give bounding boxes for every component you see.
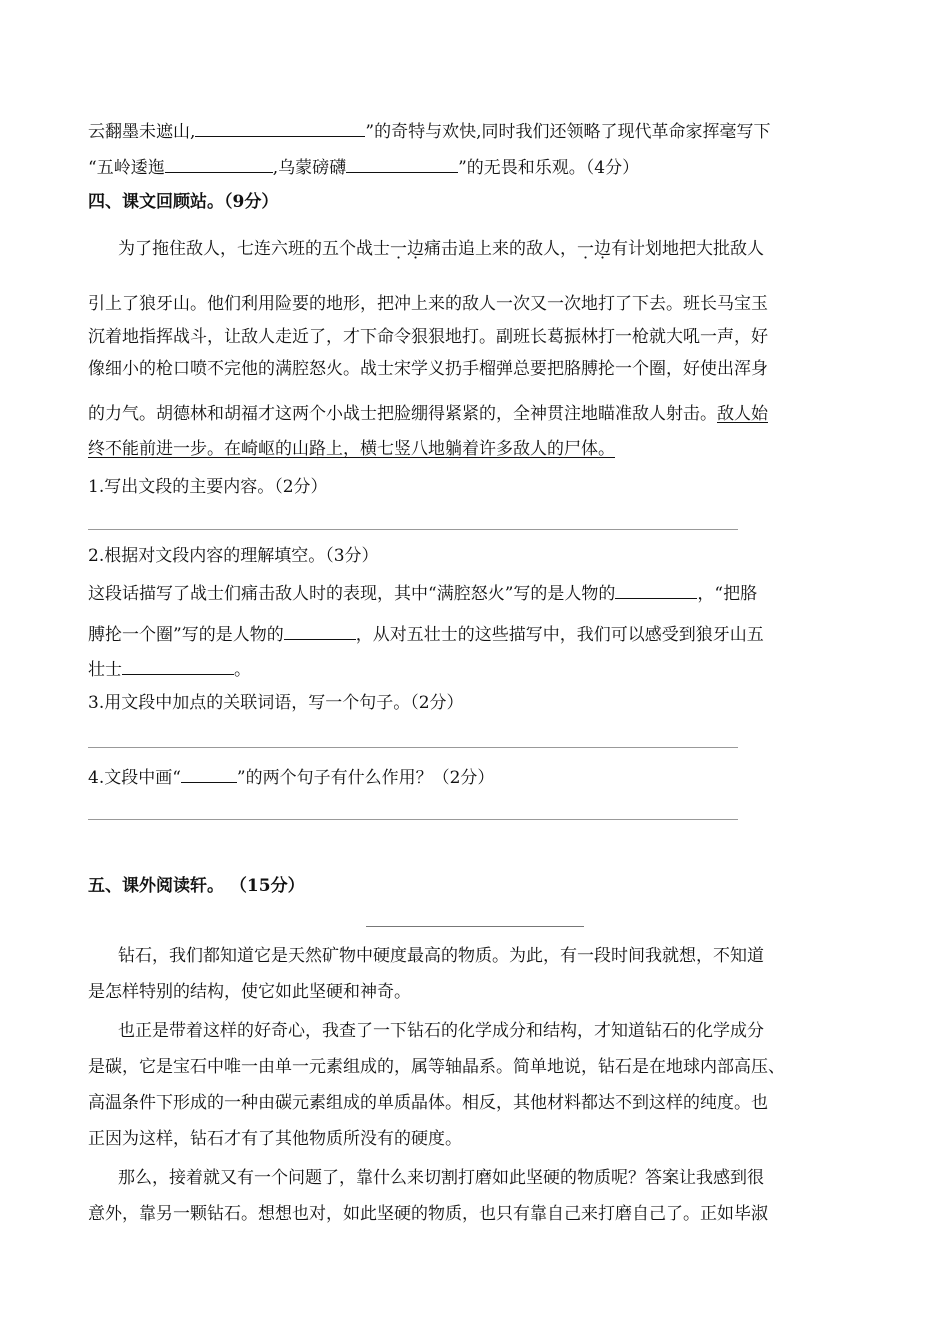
title-blank-line[interactable] (366, 926, 584, 927)
q2-fill-line-3 (88, 656, 251, 682)
answer-blank[interactable] (195, 118, 365, 137)
section-4-heading: 四、课文回顾站。（9分） (88, 192, 279, 212)
question-2: 2.根据对文段内容的理解填空。（3分） (88, 546, 379, 566)
answer-line[interactable] (88, 747, 738, 748)
dotted-char: 一 (390, 239, 407, 259)
q4-text: ”的两个句子有什么作用？（2分） (236, 768, 495, 788)
reading-line: 意外，靠另一颗钻石。想想也对，如此坚硬的物质，也只有靠自己来打磨自己了。正如毕淑 (88, 1204, 768, 1224)
reading-line: 是怎样特别的结构，使它如此坚硬和神奇。 (88, 982, 411, 1002)
question-1: 1.写出文段的主要内容。（2分） (88, 477, 328, 497)
q2-text: 。 (234, 660, 251, 680)
answer-blank[interactable] (122, 656, 234, 675)
q2-text: ，从对五壮士的这些描写中，我们可以感受到狼牙山五 (355, 625, 764, 645)
q4-text: 4.文段中画“ (88, 768, 181, 788)
passage-text: 痛击追上来的敌人， (424, 239, 577, 259)
answer-blank[interactable] (346, 154, 458, 173)
reading-line: 那么，接着就又有一个问题了，靠什么来切割打磨如此坚硬的物质呢？答案让我感到很 (118, 1168, 764, 1188)
question-4 (88, 764, 494, 790)
passage-line: 沉着地指挥战斗，让敌人走近了，才下命令狠狠地打。副班长葛振林打一枪就大吼一声，好 (88, 327, 768, 347)
passage-text: 有计划地把大批敌人 (611, 239, 764, 259)
q2-fill-line-1 (88, 580, 757, 606)
passage-line: 像细小的枪口喷不完他的满腔怒火。战士宋学义扔手榴弹总要把胳膊抡一个圈，好使出浑身 (88, 359, 768, 379)
poem-text: ,乌蒙磅礴 (272, 158, 347, 178)
question-3: 3.用文段中加点的关联词语，写一个句子。（2分） (88, 693, 464, 713)
passage-line: 引上了狼牙山。他们利用险要的地形，把冲上来的敌人一次又一次地打了下去。班长马宝玉 (88, 294, 768, 314)
q2-text: 壮士 (88, 660, 122, 680)
passage-line (118, 237, 764, 261)
answer-blank[interactable] (165, 154, 273, 173)
q2-fill-line-2 (88, 621, 764, 647)
dotted-char: 一 (577, 239, 594, 259)
answer-blank[interactable] (615, 580, 697, 599)
poem-fill-line-1 (88, 118, 771, 144)
reading-line: 也正是带着这样的好奇心，我查了一下钻石的化学成分和结构，才知道钻石的化学成分 (118, 1021, 764, 1041)
passage-text: 的力气。胡德林和胡福才这两个小战士把脸绷得紧紧的，全神贯注地瞄准敌人射击。 (88, 404, 717, 424)
passage-line (88, 402, 768, 426)
poem-text: “五岭逶迤 (88, 158, 165, 178)
reading-line: 正因为这样，钻石才有了其他物质所没有的硬度。 (88, 1129, 462, 1149)
reading-line: 是碳，它是宝石中唯一由单一元素组成的，属等轴晶系。简单地说，钻石是在地球内部高压、 (88, 1057, 785, 1077)
poem-text: ”的无畏和乐观。（4分） (458, 158, 640, 178)
underlined-sentence: 敌人始 (717, 404, 768, 424)
underlined-sentence: 终不能前进一步。在崎岖的山路上，横七竖八地躺着许多敌人的尸体。 (88, 439, 615, 459)
dotted-char: 边 (407, 239, 424, 259)
poem-fill-line-2 (88, 154, 639, 180)
underline-sample (181, 764, 237, 783)
passage-text: 为了拖住敌人，七连六班的五个战士 (118, 239, 390, 259)
dotted-char: 边 (594, 239, 611, 259)
q2-text: 膊抡一个圈”写的是人物的 (88, 625, 284, 645)
answer-line[interactable] (88, 819, 738, 820)
reading-line: 钻石，我们都知道它是天然矿物中硬度最高的物质。为此，有一段时间我就想，不知道 (118, 946, 764, 966)
reading-line: 高温条件下形成的一种由碳元素组成的单质晶体。相反，其他材料都达不到这样的纯度。也 (88, 1093, 768, 1113)
q2-text: 这段话描写了战士们痛击敌人时的表现，其中“满腔怒火”写的是人物的 (88, 584, 616, 604)
q2-text: ，“把胳 (697, 584, 758, 604)
section-5-heading: 五、课外阅读轩。 （15分） (88, 876, 305, 896)
passage-line (88, 437, 615, 461)
answer-blank[interactable] (284, 621, 356, 640)
answer-line[interactable] (88, 529, 738, 530)
poem-text: ”的奇特与欢快,同时我们还领略了现代革命家挥毫写下 (365, 122, 771, 142)
poem-text: 云翻墨未遮山, (88, 122, 196, 142)
